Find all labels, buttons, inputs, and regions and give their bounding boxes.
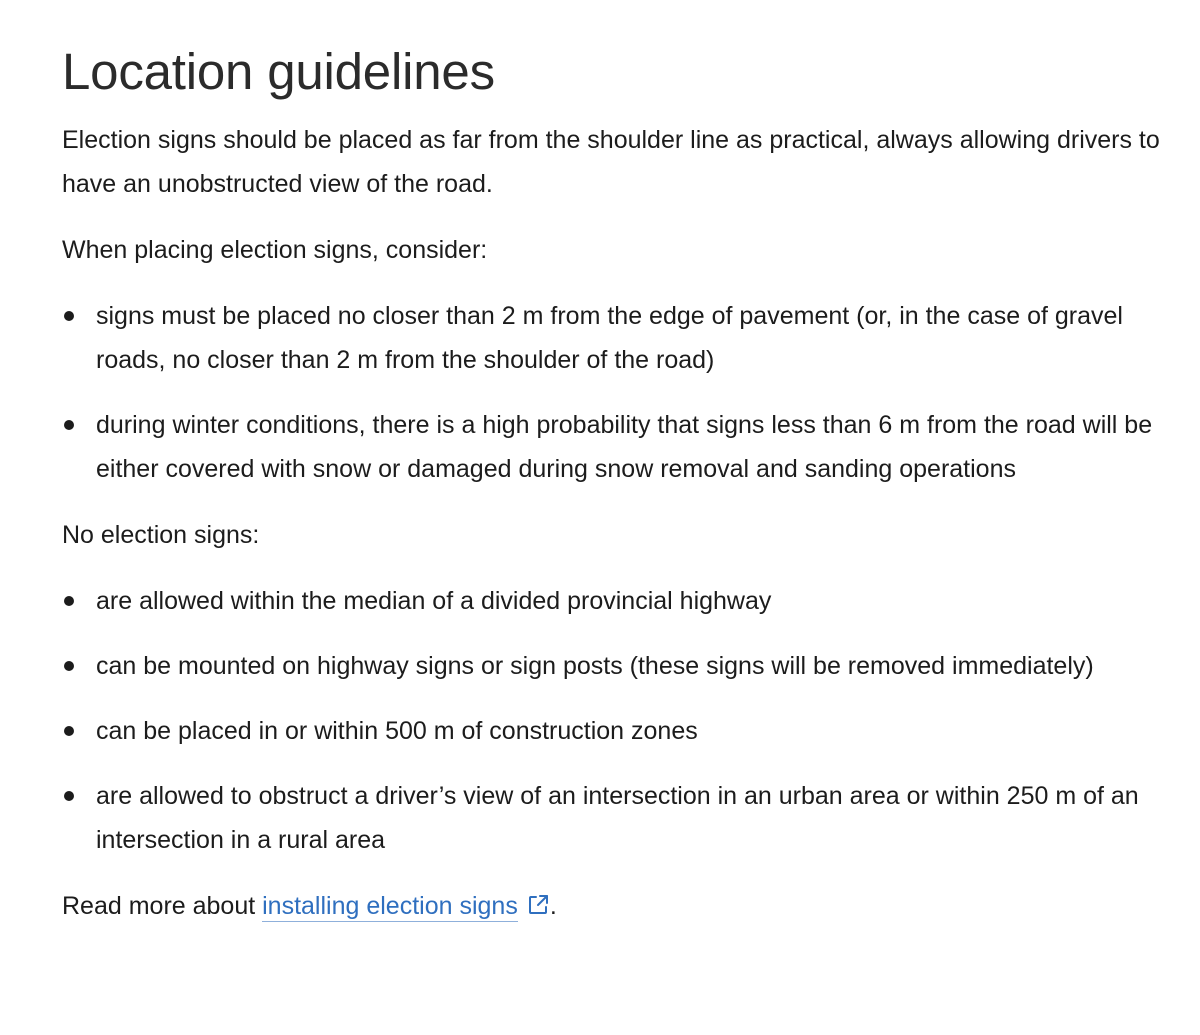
prohibited-label: No election signs: bbox=[62, 521, 260, 549]
prohibited-list bbox=[62, 579, 1182, 862]
intro-paragraph: Election signs should be placed as far from the shoulder line as practical, always allowing drivers to have an unobstructed view of the road. bbox=[62, 126, 1160, 198]
bullet-icon bbox=[64, 311, 74, 321]
read-more-paragraph bbox=[62, 884, 1182, 928]
list-item-text: are allowed to obstruct a driver’s view of an intersection in an urban area or within 250 m of an intersection in a rural area bbox=[96, 782, 1139, 854]
page-title: Location guidelines bbox=[62, 43, 495, 100]
bullet-icon bbox=[64, 420, 74, 430]
read-more-prefix: Read more about bbox=[62, 892, 263, 920]
list-item bbox=[62, 294, 1182, 382]
bullet-icon bbox=[64, 791, 74, 801]
list-item bbox=[62, 403, 1182, 491]
list-item bbox=[62, 774, 1182, 862]
list-item bbox=[62, 644, 1182, 688]
list-item bbox=[62, 579, 1182, 623]
list-item-text: can be mounted on highway signs or sign posts (these signs will be removed immediately) bbox=[96, 652, 1094, 680]
read-more-suffix: . bbox=[549, 892, 557, 920]
list-item-text: can be placed in or within 500 m of construction zones bbox=[96, 717, 698, 745]
bullet-icon bbox=[64, 596, 74, 606]
bullet-icon bbox=[64, 661, 74, 671]
external-link-icon[interactable] bbox=[526, 893, 550, 917]
installing-election-signs-link[interactable] bbox=[262, 892, 518, 922]
content-page bbox=[62, 40, 1182, 928]
list-item bbox=[62, 709, 1182, 753]
consider-label: When placing election signs, consider: bbox=[62, 236, 488, 264]
link-text: installing election signs bbox=[262, 892, 518, 920]
list-item-text: signs must be placed no closer than 2 m from the edge of pavement (or, in the case of gravel roads, no closer than 2 m from the shoulder of the road) bbox=[96, 302, 1123, 374]
list-item-text: during winter conditions, there is a high probability that signs less than 6 m from the road will be either covered with snow or damaged during snow removal and sanding operations bbox=[96, 411, 1153, 483]
bullet-icon bbox=[64, 726, 74, 736]
list-item-text: are allowed within the median of a divided provincial highway bbox=[96, 587, 772, 615]
consider-list bbox=[62, 294, 1182, 491]
